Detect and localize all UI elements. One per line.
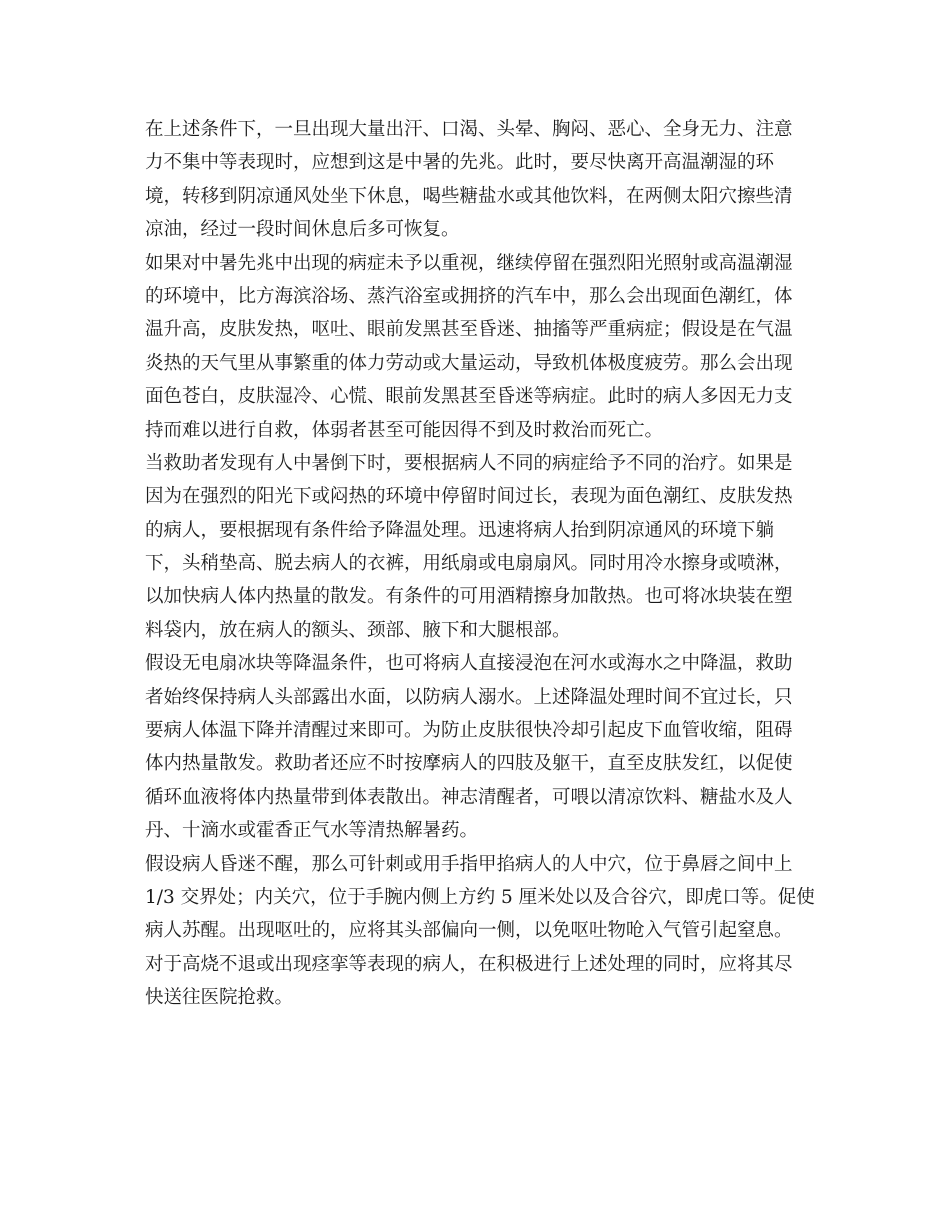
text-line: 者始终保持病人头部露出水面，以防病人溺水。上述降温处理时间不宜过长，只 [145, 686, 793, 708]
paragraph-3 [145, 447, 805, 647]
text-line: 假设无电扇冰块等降温条件，也可将病人直接浸泡在河水或海水之中降温，救助 [145, 653, 793, 675]
text-line: 在上述条件下，一旦出现大量出汗、口渴、头晕、胸闷、恶心、全身无力、注意 [145, 119, 793, 140]
text-line: 炎热的天气里从事繁重的体力劳动或大量运动，导致机体极度疲劳。那么会出现 [145, 352, 793, 374]
text-line: 的环境中，比方海滨浴场、蒸汽浴室或拥挤的汽车中，那么会出现面色潮红，体 [145, 285, 793, 307]
paragraph-1 [145, 113, 805, 247]
text-line: 料袋内，放在病人的额头、颈部、腋下和大腿根部。 [145, 619, 571, 641]
text-line: 要病人体温下降并清醒过来即可。为防止皮肤很快冷却引起皮下血管收缩，阻碍 [145, 720, 793, 742]
text-line: 因为在强烈的阳光下或闷热的环境中停留时间过长，表现为面色潮红、皮肤发热 [145, 486, 793, 508]
document-body [145, 113, 815, 1015]
paragraph-4 [145, 647, 805, 847]
text-line: 对于高烧不退或出现痉挛等表现的病人，在积极进行上述处理的同时，应将其尽 [145, 953, 793, 975]
text-line: 病人苏醒。出现呕吐的，应将其头部偏向一侧，以免呕吐物呛入气管引起窒息。 [145, 920, 793, 942]
text-line: 体内热量散发。救助者还应不时按摩病人的四肢及躯干，直至皮肤发红，以促使 [145, 753, 793, 775]
paragraph-2 [145, 247, 805, 447]
text-line: 温升高，皮肤发热，呕吐、眼前发黑甚至昏迷、抽搐等严重病症；假设是在气温 [145, 319, 793, 341]
text-line: 下，头稍垫高、脱去病人的衣裤，用纸扇或电扇扇风。同时用冷水擦身或喷淋， [145, 553, 793, 575]
text-line: 面色苍白，皮肤湿冷、心慌、眼前发黑甚至昏迷等病症。此时的病人多因无力支 [145, 386, 793, 408]
text-line: 力不集中等表现时，应想到这是中暑的先兆。此时，要尽快离开高温潮湿的环 [145, 152, 775, 174]
text-line: 快送往医院抢救。 [145, 987, 294, 1009]
text-line: 凉油，经过一段时间休息后多可恢复。 [145, 219, 460, 241]
text-line: 假设病人昏迷不醒，那么可针刺或用手指甲掐病人的人中穴，位于鼻唇之间中上 [145, 853, 793, 875]
text-line: 丹、十滴水或霍香正气水等清热解暑药。 [145, 820, 479, 842]
text-line: 境，转移到阴凉通风处坐下休息，喝些糖盐水或其他饮料，在两侧太阳穴擦些清 [145, 185, 793, 207]
paragraph-5 [145, 848, 815, 1015]
text-line: 持而难以进行自救，体弱者甚至可能因得不到及时救治而死亡。 [145, 419, 664, 441]
text-line: 的病人，要根据现有条件给予降温处理。迅速将病人抬到阴凉通风的环境下躺 [145, 519, 775, 541]
text-line: 1/3 交界处；内关穴，位于手腕内侧上方约 5 厘米处以及合谷穴，即虎口等。促使 [145, 886, 815, 908]
text-line: 以加快病人体内热量的散发。有条件的可用酒精擦身加散热。也可将冰块装在塑 [145, 586, 793, 608]
text-line: 如果对中暑先兆中出现的病症未予以重视，继续停留在强烈阳光照射或高温潮湿 [145, 252, 793, 274]
text-line: 当救助者发现有人中暑倒下时，要根据病人不同的病症给予不同的治疗。如果是 [145, 452, 793, 474]
text-line: 循环血液将体内热量带到体表散出。神志清醒者，可喂以清凉饮料、糖盐水及人 [145, 786, 793, 808]
